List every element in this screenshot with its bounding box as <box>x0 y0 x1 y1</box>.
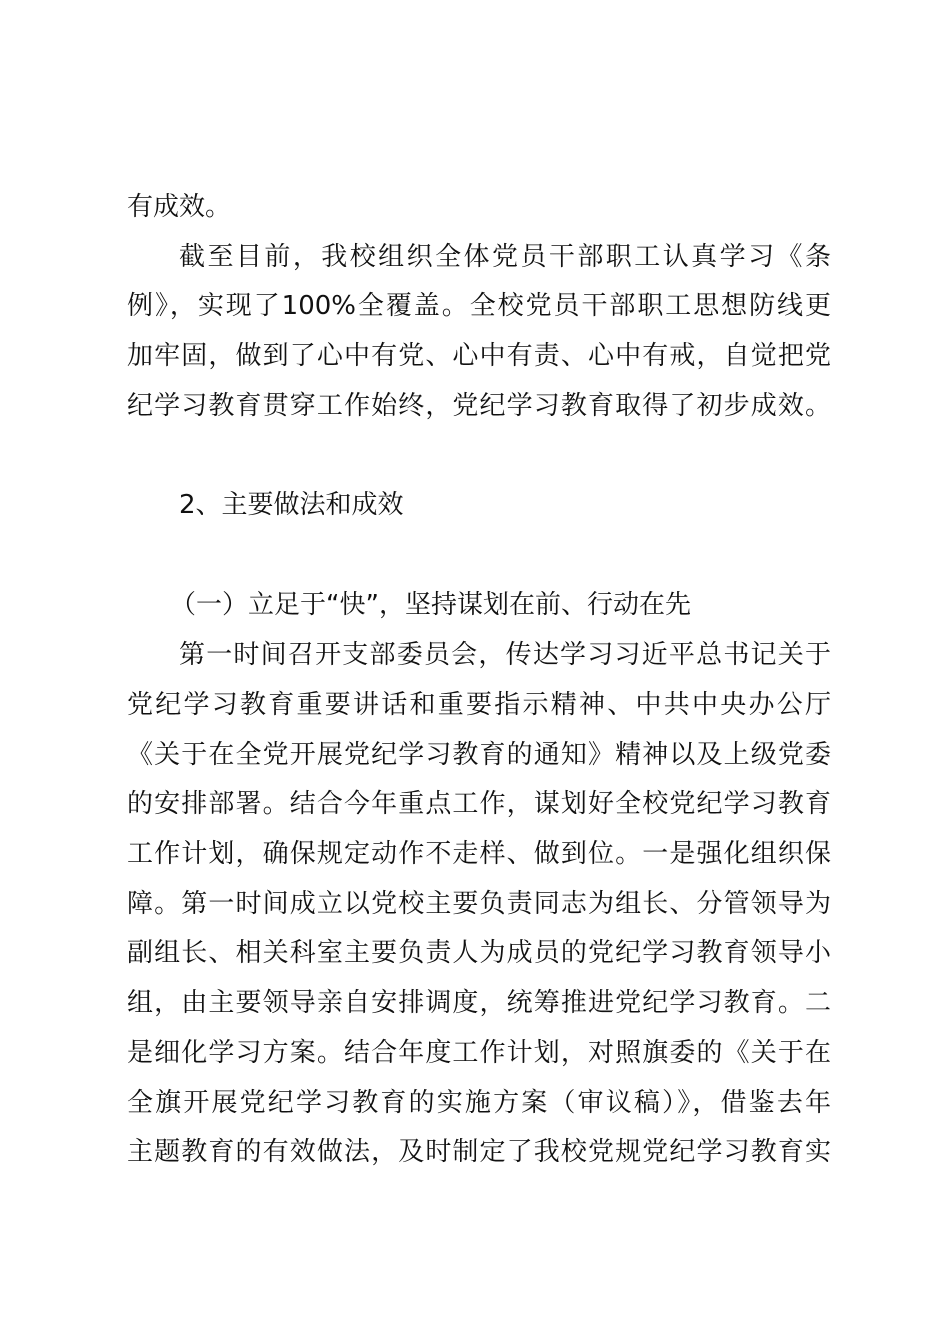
paragraph-line: 纪学习教育贯穿工作始终，党纪学习教育取得了初步成效。 <box>127 391 831 421</box>
paragraph-line: 第一时间召开支部委员会，传达学习习近平总书记关于 <box>179 640 831 670</box>
paragraph-line: 副组长、相关科室主要负责人为成员的党纪学习教育领导小 <box>127 938 831 968</box>
paragraph-line: 障。第一时间成立以党校主要负责同志为组长、分管领导为 <box>127 889 831 919</box>
paragraph-line: 截至目前，我校组织全体党员干部职工认真学习《条 <box>179 242 831 272</box>
section-heading: 2、主要做法和成效 <box>179 490 404 520</box>
paragraph-line: 加牢固，做到了心中有党、心中有责、心中有戒，自觉把党 <box>127 341 831 371</box>
paragraph-line: 党纪学习教育重要讲话和重要指示精神、中共中央办公厅 <box>127 690 831 720</box>
paragraph-line: 是细化学习方案。结合年度工作计划，对照旗委的《关于在 <box>127 1038 831 1068</box>
paragraph-line: 的安排部署。结合今年重点工作，谋划好全校党纪学习教育 <box>127 789 831 819</box>
paragraph-line: 组，由主要领导亲自安排调度，统筹推进党纪学习教育。二 <box>127 988 831 1018</box>
paragraph-line: 全旗开展党纪学习教育的实施方案（审议稿）》，借鉴去年 <box>127 1088 831 1118</box>
paragraph-line: 主题教育的有效做法，及时制定了我校党规党纪学习教育实 <box>127 1137 831 1167</box>
subsection-heading: （一）立足于“快”，坚持谋划在前、行动在先 <box>170 590 691 620</box>
paragraph-line: 有成效。 <box>127 192 232 222</box>
paragraph-line: 工作计划，确保规定动作不走样、做到位。一是强化组织保 <box>127 839 831 869</box>
paragraph-line: 《关于在全党开展党纪学习教育的通知》精神以及上级党委 <box>127 740 831 770</box>
paragraph-line: 例》，实现了100%全覆盖。全校党员干部职工思想防线更 <box>127 291 831 321</box>
